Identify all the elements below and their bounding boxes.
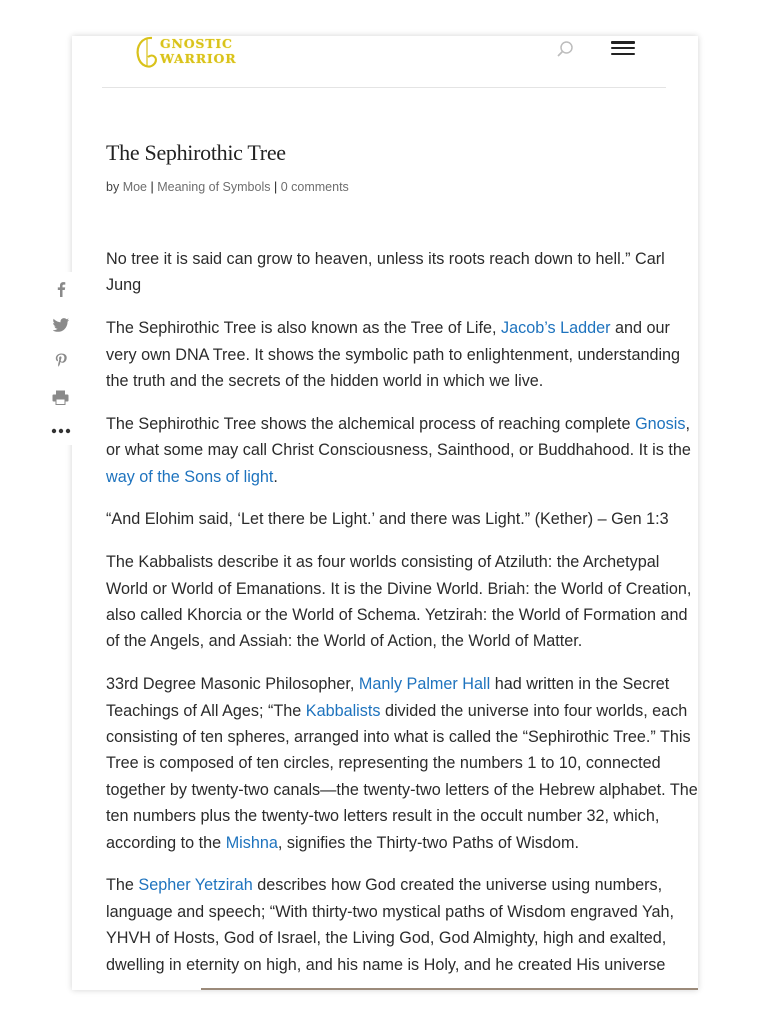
- post-meta: [106, 180, 349, 194]
- logo-text: [160, 36, 236, 66]
- logo-line-2: WARRIOR: [160, 51, 237, 66]
- hamburger-menu-icon[interactable]: [611, 41, 635, 59]
- paragraph-tree-of-life: The Sephirothic Tree is also known as the Tree of Life, Jacob’s Ladder and our very own DNA Tree. It shows the symbolic path to enlightenment, understanding the truth and the secrets of the hidden world in which we live.: [106, 319, 681, 391]
- comments-link[interactable]: 0 comments: [280, 180, 349, 194]
- image-edge-strip: [201, 988, 698, 990]
- meta-by-label: by: [106, 180, 120, 194]
- post-title: The Sephirothic Tree: [106, 140, 286, 165]
- logo-line-1: GNOSTIC: [160, 36, 233, 51]
- link-jacobs-ladder[interactable]: Jacob’s Ladder: [501, 319, 611, 338]
- link-sons-of-light[interactable]: way of the Sons of light: [106, 467, 274, 486]
- post-content: [106, 246, 698, 990]
- link-gnosis[interactable]: Gnosis: [635, 414, 686, 433]
- paragraph-manly-hall: 33rd Degree Masonic Philosopher, Manly Palmer Hall had written in the Secret Teachings of All Ages; “The Kabbalists divided the universe into four worlds, each consisting of ten spheres, arranged into what is called the “Sephirothic Tree.” This Tree is composed of ten circles, representing the numbers 1 to 10, connected together by twenty-two canals—the twenty-two letters of the Hebrew alphabet. The ten numbers plus the twenty-two letters result in the occult number 32, which, according to the Mishna, signifies the Thirty-two Paths of Wisdom.: [106, 675, 698, 852]
- search-icon[interactable]: [555, 40, 575, 60]
- category-link[interactable]: Meaning of Symbols: [157, 180, 271, 194]
- author-link[interactable]: Moe: [122, 180, 148, 194]
- facebook-icon[interactable]: [44, 274, 77, 304]
- site-logo[interactable]: [134, 36, 246, 74]
- link-manly-palmer-hall[interactable]: Manly Palmer Hall: [358, 675, 491, 694]
- link-mishna[interactable]: Mishna: [225, 833, 278, 852]
- social-share-bar: [44, 272, 77, 445]
- paragraph-sepher-yetzirah: The Sepher Yetzirah describes how God created the universe using numbers, language and speech; “With thirty-two mystical paths of Wisdom engraved Yah, YHVH of Hosts, God of Israel, the Living God, God Almighty, high and exalted, dwelling in eternity on high, and his name is Holy, and he created His universe: [106, 876, 675, 974]
- paragraph-quote-jung: No tree it is said can grow to heaven, unless its roots reach down to hell.” Carl Jung: [106, 250, 665, 295]
- link-sepher-yetzirah[interactable]: Sepher Yetzirah: [138, 876, 253, 895]
- paragraph-alchemical-process: The Sephirothic Tree shows the alchemical process of reaching complete Gnosis, or what some may call Christ Consciousness, Sainthood, or Buddhahood. It is the way of the Sons of light.: [106, 414, 691, 486]
- link-kabbalists[interactable]: Kabbalists: [305, 701, 381, 720]
- site-header: [102, 36, 666, 88]
- paragraph-genesis-quote: “And Elohim said, ‘Let there be Light.’ and there was Light.” (Kether) – Gen 1:3: [106, 510, 669, 529]
- pinterest-icon[interactable]: [44, 346, 77, 376]
- twitter-icon[interactable]: [44, 310, 77, 340]
- meta-separator: |: [273, 180, 278, 194]
- print-icon[interactable]: [44, 382, 77, 412]
- more-icon[interactable]: [44, 416, 77, 446]
- page-container: [72, 36, 698, 990]
- logo-emblem-icon: [134, 36, 160, 74]
- meta-separator: |: [150, 180, 154, 194]
- paragraph-four-worlds: The Kabbalists describe it as four worlds consisting of Atziluth: the Archetypal World or World of Emanations. It is the Divine World. Briah: the World of Creation, also called Khorcia or the World of Schema. Yetzirah: the World of Formation and of the Angels, and Assiah: the World of Action, the World of Matter.: [106, 553, 692, 651]
